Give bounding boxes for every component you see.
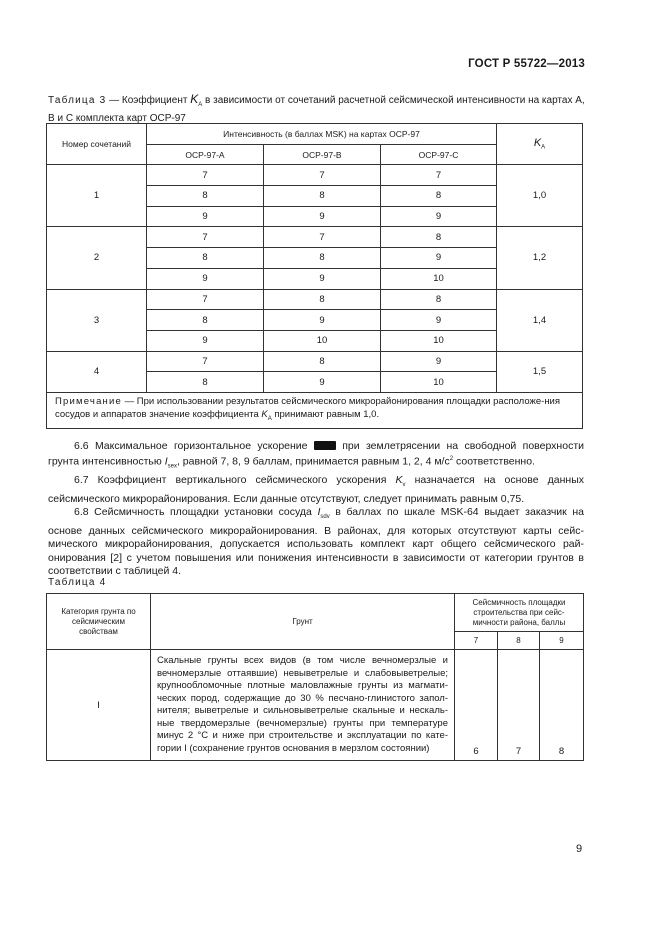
body-paragraphs	[48, 440, 584, 578]
combo-number: 1	[47, 165, 147, 227]
table4	[46, 593, 584, 761]
table-row	[47, 289, 583, 310]
table-cell: 8	[147, 186, 264, 207]
combo-number: 3	[47, 289, 147, 351]
table4-caption	[48, 576, 588, 589]
table-cell: 9	[381, 248, 497, 269]
table3-note: Примечание — При использовании результатов сейсмического микрорайонирования площадки расположе-ния сосудов и аппаратов значение коэффициента $K_A$ принимают равным 1,0.	[47, 392, 583, 428]
table3-note-row	[47, 392, 583, 428]
table3-label: Таблица 3	[48, 95, 107, 106]
table-cell: 8	[264, 289, 381, 310]
table-row	[47, 165, 583, 186]
table-cell: 8	[264, 351, 381, 372]
table-cell: 8	[147, 372, 264, 393]
table-row	[47, 227, 583, 248]
table4-header-7: 7	[455, 632, 498, 650]
table3-header-k: $K_A$	[497, 124, 583, 165]
combo-number: 4	[47, 351, 147, 392]
k-value: 1,0	[497, 165, 583, 227]
table-cell: 10	[381, 330, 497, 351]
table3-header-c: ОСР-97-С	[381, 144, 497, 165]
table3-header-b: ОСР-97-В	[264, 144, 381, 165]
table-cell: 9	[264, 206, 381, 227]
table-cell: 9	[381, 310, 497, 331]
table-cell: 7	[147, 289, 264, 310]
table-cell: 9	[147, 206, 264, 227]
table-cell: 9	[381, 351, 497, 372]
seismicity-8: 7	[498, 650, 540, 761]
k-value: 1,5	[497, 351, 583, 392]
page-number: 9	[576, 843, 583, 855]
table-cell: 10	[381, 372, 497, 393]
table-cell: 10	[264, 330, 381, 351]
table3-header-intensity: Интенсивность (в баллах MSK) на картах ОСР-97	[147, 124, 497, 145]
table-cell: 7	[147, 227, 264, 248]
k-value: 1,2	[497, 227, 583, 289]
table-cell: 9	[381, 206, 497, 227]
table-cell: 8	[147, 310, 264, 331]
table-cell: 7	[381, 165, 497, 186]
table3-caption: Таблица 3 — Коэффициент $K_A$ в зависимости от сочетаний расчетной сейсмической интенсивности на картах А, В и С комплекта карт ОСР-97	[48, 92, 585, 124]
seismicity-9: 8	[540, 650, 584, 761]
table-cell: 9	[147, 268, 264, 289]
standard-code: ГОСТ Р 55722—2013	[468, 58, 585, 70]
table3-header-a: ОСР-97-А	[147, 144, 264, 165]
table-row	[47, 650, 584, 761]
acceleration-symbol	[314, 441, 336, 450]
table-cell: 7	[147, 165, 264, 186]
paragraph-6-8: 6.8 Сейсмичность площадки установки сосуда $I_{sdv}$ в баллах по шкале MSK-64 выдает заказчик на основе данных сейсмического микрорайонирования. В районах, для которых отсутствуют карты сейс-мического микрорайонирования, допускается использовать комплект карт общего сейсмического рай-онирования [2] с учетом повышения или понижения интенсивности в зависимости от категории грунтов в соответствии с таблицей 4.	[48, 506, 584, 578]
table-cell: 7	[147, 351, 264, 372]
table4-label: Таблица 4	[48, 577, 107, 588]
table4-header-8: 8	[498, 632, 540, 650]
seismicity-7: 6	[455, 650, 498, 761]
paragraph-6-6: 6.6 Максимальное горизонтальное ускорение при землетрясении на свободной поверхности грунта интенсивностью $I_{sex}$, равной 7, 8, 9 баллам, принимается равным 1, 2, 4 $м/с^2$ соответственно.	[48, 440, 584, 470]
soil-description: Скальные грунты всех видов (в том числе вечномерзлые и вечномерзлые оттаявшие) невыветрелые и слабовыветрелые; крупнообломочные плотные маловлажные грунты из магмати-ческих пород, содержащие до 30 % песчано-глинистого запол-нителя; выветрелые и сильновыветрелые скальные и нескаль-ные твердомерзлые (вечномерзлые) грунты при температуре минус 2 °С и ниже при строительстве и эксплуатации по кате-гории I (сохранение грунтов основания в мерзлом состоянии)	[151, 650, 455, 761]
soil-category: I	[47, 650, 151, 761]
table-cell: 9	[147, 330, 264, 351]
table-row	[47, 351, 583, 372]
table-cell: 9	[264, 310, 381, 331]
table3	[46, 123, 583, 429]
table-cell: 8	[147, 248, 264, 269]
table3-header-combo: Номер сочетаний	[47, 124, 147, 165]
table4-header-9: 9	[540, 632, 584, 650]
paragraph-6-7: 6.7 Коэффициент вертикального сейсмического ускорения $K_v$ назначается на основе данных сейсмического микрорайонирования. Если данные отсутствуют, следует принимать равным 0,75.	[48, 474, 584, 505]
table-cell: 7	[264, 165, 381, 186]
table4-header-soil: Грунт	[151, 594, 455, 650]
table-cell: 8	[381, 289, 497, 310]
k-value: 1,4	[497, 289, 583, 351]
table-cell: 10	[381, 268, 497, 289]
table-cell: 8	[381, 227, 497, 248]
table-cell: 9	[264, 372, 381, 393]
table-cell: 7	[264, 227, 381, 248]
table-cell: 8	[381, 186, 497, 207]
table4-header-seismicity: Сейсмичность площадки строительства при сейс-мичности района, баллы	[455, 594, 584, 632]
table-cell: 9	[264, 268, 381, 289]
table-cell: 8	[264, 248, 381, 269]
table-cell: 8	[264, 186, 381, 207]
table4-header-category: Категория грунта по сейсмическим свойствам	[47, 594, 151, 650]
combo-number: 2	[47, 227, 147, 289]
